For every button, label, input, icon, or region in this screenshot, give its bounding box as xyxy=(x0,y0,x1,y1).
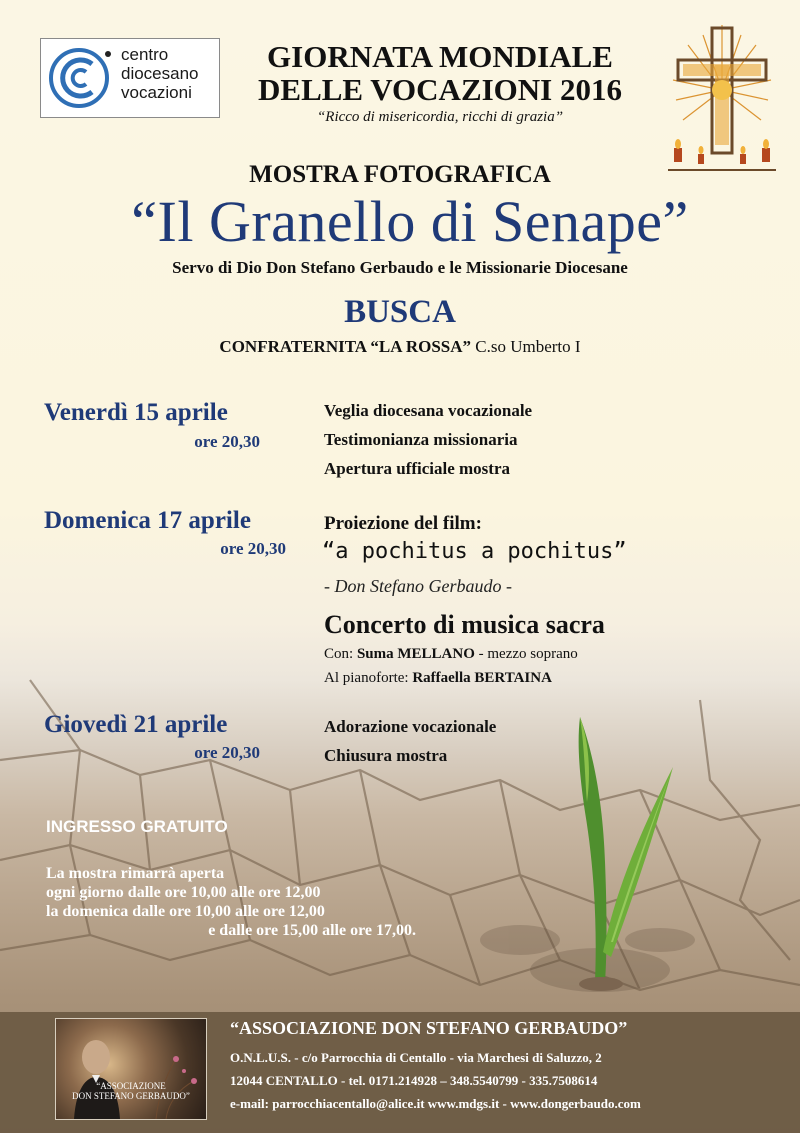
event-3-program xyxy=(324,712,496,770)
concert-pianist-prefix: Al pianoforte: xyxy=(324,670,413,686)
event-3-day: Giovedì 21 aprile xyxy=(44,711,228,738)
concert-pianist-name: Raffaella BERTAINA xyxy=(412,670,552,686)
opening-hours-line: e dalle ore 15,00 alle ore 17,00. xyxy=(208,922,416,939)
concert-singer-prefix: Con: xyxy=(324,646,357,662)
association-photo xyxy=(55,1018,207,1120)
logo-line-3: vocazioni xyxy=(121,83,192,102)
association-contacts: e-mail: parrocchiacentallo@alice.it www.mdgs.it - www.dongerbaudo.com xyxy=(230,1096,641,1111)
film-label: Proiezione del film: xyxy=(324,513,482,534)
admission-label: INGRESSO GRATUITO xyxy=(46,817,228,836)
logo-line-2: diocesano xyxy=(121,64,199,83)
logo-line-1: centro xyxy=(121,45,169,64)
photo-caption-line: “ASSOCIAZIONE xyxy=(96,1081,166,1091)
event-2-day: Domenica 17 aprile xyxy=(44,507,251,534)
venue xyxy=(0,337,800,357)
concert-title: Concerto di musica sacra xyxy=(324,610,605,639)
film-title: “a pochitus a pochitus” xyxy=(322,539,627,564)
event-1-program xyxy=(324,396,532,483)
association-phones: 12044 CENTALLO - tel. 0171.214928 – 348.5540799 - 335.7508614 xyxy=(230,1073,598,1088)
logo-text xyxy=(121,45,199,102)
concert-singer-role: - mezzo soprano xyxy=(474,646,578,662)
opening-hours-line: La mostra rimarrà aperta xyxy=(46,865,225,882)
venue-address: C.so Umberto I xyxy=(471,337,581,356)
event-3-time: ore 20,30 xyxy=(194,743,260,762)
event-1-day: Venerdì 15 aprile xyxy=(44,399,228,426)
association-name: “ASSOCIAZIONE DON STEFANO GERBAUDO” xyxy=(230,1018,628,1038)
centro-diocesano-logo xyxy=(40,38,220,118)
cross-emblem-icon xyxy=(668,20,776,178)
city: BUSCA xyxy=(344,294,456,330)
exhibit-kicker: MOSTRA FOTOGRAFICA xyxy=(249,161,551,188)
event-1-item: Apertura ufficiale mostra xyxy=(324,459,511,478)
event-3-item: Adorazione vocazionale xyxy=(324,717,497,736)
photo-caption-line: DON STEFANO GERBAUDO” xyxy=(72,1091,190,1101)
portrait-icon xyxy=(56,1019,206,1119)
concert-singer xyxy=(324,646,578,663)
film-author: - Don Stefano Gerbaudo - xyxy=(324,576,512,596)
logo-c-icon xyxy=(46,46,114,110)
event-1-item: Veglia diocesana vocazionale xyxy=(324,401,533,420)
concert-singer-name: Suma MELLANO xyxy=(356,646,475,662)
sprout-icon xyxy=(555,712,685,992)
event-1-item: Testimonianza missionaria xyxy=(324,430,518,449)
event-title-line-1: GIORNATA MONDIALE xyxy=(267,39,613,74)
motto: “Ricco di misericordia, ricchi di grazia” xyxy=(316,109,564,125)
photo-caption xyxy=(56,1081,206,1101)
concert-pianist xyxy=(324,670,552,687)
event-title xyxy=(230,40,650,106)
opening-hours-line: la domenica dalle ore 10,00 alle ore 12,00 xyxy=(46,903,325,920)
opening-hours xyxy=(46,864,416,940)
event-1-time: ore 20,30 xyxy=(194,432,260,451)
event-3-item: Chiusura mostra xyxy=(324,746,448,765)
event-title-line-2: DELLE VOCAZIONI 2016 xyxy=(258,72,622,107)
event-2-time: ore 20,30 xyxy=(220,539,286,558)
exhibit-title: “Il Granello di Senape” xyxy=(131,189,689,254)
association-address: O.N.L.U.S. - c/o Parrocchia di Centallo - via Marchesi di Saluzzo, 2 xyxy=(230,1050,602,1065)
venue-name: CONFRATERNITA “LA ROSSA” xyxy=(219,337,472,356)
opening-hours-line: ogni giorno dalle ore 10,00 alle ore 12,00 xyxy=(46,884,321,901)
exhibit-subtitle: Servo di Dio Don Stefano Gerbaudo e le Missionarie Diocesane xyxy=(172,258,628,277)
